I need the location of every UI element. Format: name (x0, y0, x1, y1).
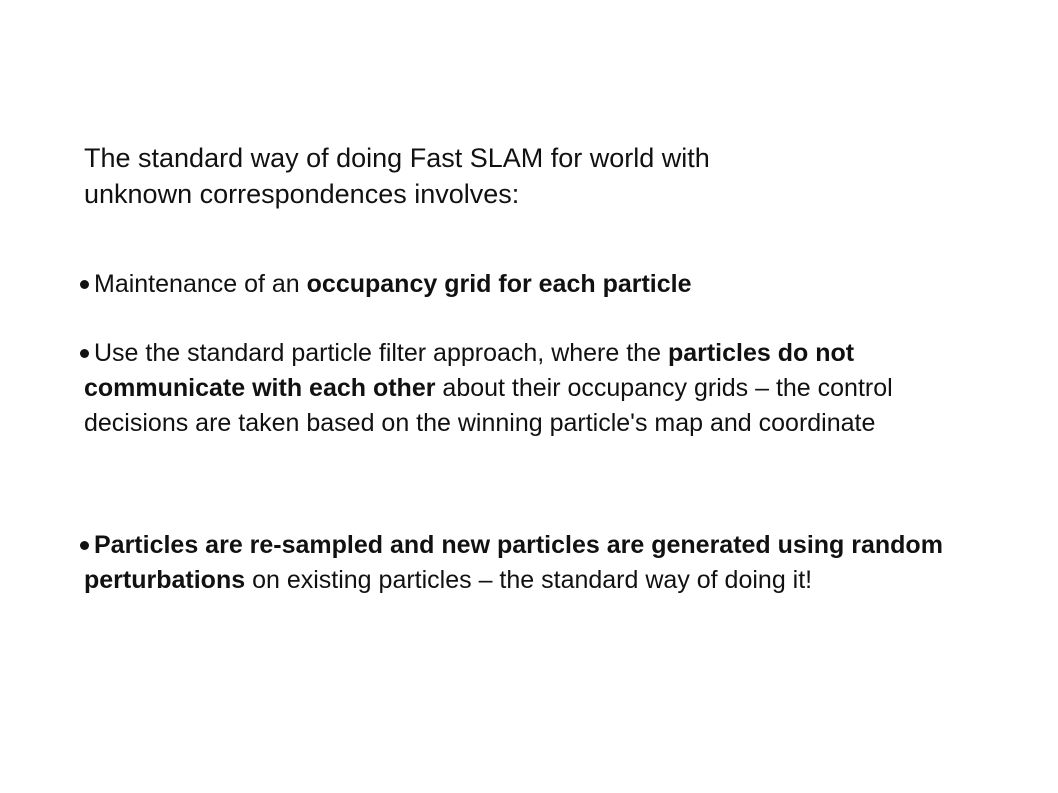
intro-text (84, 140, 984, 212)
bullet-2-text-end: about their occupancy grids – the control decisions are taken based on the winning particle's map and coordinate (84, 374, 893, 437)
intro-line-2: unknown correspondences involves: (84, 179, 520, 209)
bullet-item-particle-filter (84, 336, 984, 441)
bullet-dot-icon (80, 349, 89, 358)
bullet-item-resampling (84, 528, 984, 598)
bullet-3-emphasis: Particles are re-sampled and new particles are generated using random perturbations (84, 531, 943, 594)
bullet-3-text: on existing particles – the standard way of doing it! (245, 566, 813, 594)
bullet-1-emphasis: occupancy grid for each particle (306, 270, 692, 298)
bullet-item-occupancy-grid (84, 267, 984, 302)
intro-line-1: The standard way of doing Fast SLAM for world with (84, 143, 710, 173)
bullet-dot-icon (80, 280, 89, 289)
bullet-2-emphasis: particles do not communicate with each other (84, 339, 855, 402)
bullet-dot-icon (80, 541, 89, 550)
bullet-2-text-start: Use the standard particle filter approach, where the (94, 339, 668, 367)
bullet-1-text: Maintenance of an (94, 270, 307, 298)
